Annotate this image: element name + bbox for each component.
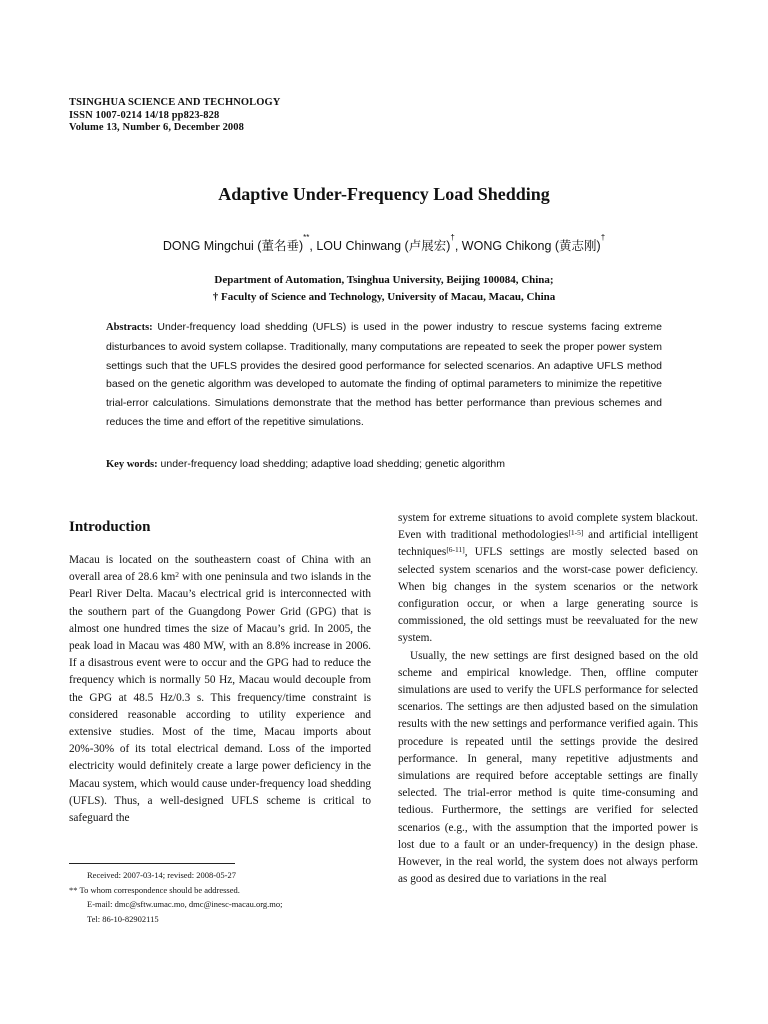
section-heading-introduction: Introduction [69,519,151,535]
left-column [69,552,371,827]
intro-paragraph-2: Usually, the new settings are first designed based on the old scheme and empirical knowledge. Then, offline computer simulations are used to verify the UFLS performance for selected scenarios. The settings are then adjusted based on the simulation results with the new settings and performance verified again. This procedure is repeated until the settings provide the desired performance. In general, many repetitive adjustments and simulations are required before acceptable settings are finally selected. The trial-error method is quite time-consuming and tedious. Furthermore, the settings are verified for selected scenarios (e.g., with the assumption that the imported power is lost due to a fault or an under-frequency) in the design phase. However, in the real world, the system does not always perform as good as desired due to variations in the real [398,649,698,886]
intro-text: Macau is located on the southeastern coast of China with an overall area of 28.6 km [69,554,371,584]
body-text: and artificial intelligent techniques [398,529,698,559]
author-lou: LOU Chinwang (卢展宏) [316,239,451,253]
author-separator: , [309,239,317,253]
body-text: , UFLS settings are mostly selected based on selected system scenarios and the worst-case power deficiency. When big changes in the system scenarios or the network configuration occur, or when a large generating source is commissioned, the old settings must be reevaluated for the new system. [398,546,698,645]
paper-title: Adaptive Under-Frequency Load Shedding [218,184,550,204]
journal-issn: ISSN 1007-0214 14/18 pp823-828 [69,109,220,121]
keywords-label: Key words: [106,459,158,470]
author-dong: DONG Mingchui (董名垂) [162,239,304,253]
affiliations [0,272,768,306]
keywords-text: under-frequency load shedding; adaptive load shedding; genetic algorithm [157,458,505,470]
body-text: system for extreme situations to avoid complete system blackout. Even with traditional methodologies [398,512,698,542]
journal-volume: Volume 13, Number 6, December 2008 [69,122,244,133]
abstract-text: Under-frequency load shedding (UFLS) is used in the power industry to rescue systems facing extreme disturbances to avoid system collapse. Traditionally, many computations are repeated to seek the proper power system settings such that the UFLS provides the desired good performance for selected scenarios. An adaptive UFLS method based on the genetic algorithm was developed to automate the finding of optimal parameters to minimize the repetitive trial-error calculations. Simulations demonstrate that the method has better performance than previous schemes and reduces the time and effort of the repetitive simulations. [106,321,662,428]
journal-name: TSINGHUA SCIENCE AND TECHNOLOGY [69,97,281,108]
author-wong: WONG Chikong (黄志刚) [461,239,601,253]
author-list [0,233,768,254]
footnote-correspondence: ** To whom correspondence should be addressed. [69,884,240,895]
citation: [1-5] [568,528,584,538]
superscript: 2 [175,570,180,580]
footnote-tel: Tel: 86-10-82902115 [87,913,159,924]
intro-paragraph-1 [69,552,371,827]
author-dong-mark: ** [303,233,310,242]
intro-paragraph-continued [398,510,698,648]
intro-text: with one peninsula and two islands in the Pearl River Delta. Macau’s electrical grid is interconnected with the southern part of the Guangdong Power Grid (GPG) that is almost one hundred times the size of Macau’s grid. In 2005, the peak load in Macau was 480 MW, with an 8.8% increase in 2006. If a disastrous event were to occur and the GPG had to reduce the frequency which is normally 50 Hz, Macau would decouple from the GPG at 48.5 Hz/0.3 s. This frequency/time constraint is considered reasonable according to utility experience and extensive studies. Most of the time, Macau imports about 20%-30% of its total electrical demand. Loss of the imported electricity would definitely create a large power deficiency in the Macau system, which would cause under-frequency load shedding (UFLS). Thus, a well-designed UFLS scheme is critical to safeguard the [69,571,371,825]
footnote-email: E-mail: dmc@sftw.umac.mo, dmc@inesc-macau.org.mo; [87,899,283,909]
affiliation-tsinghua: Department of Automation, Tsinghua University, Beijing 100084, China; [214,274,554,286]
journal-header [69,97,281,135]
author-wong-mark: † [600,233,606,242]
author-separator: , [454,239,462,253]
affiliation-macau: † Faculty of Science and Technology, University of Macau, Macau, China [212,291,556,303]
footnote-received: Received: 2007-03-14; revised: 2008-05-27 [87,870,236,880]
author-lou-mark: † [450,233,455,242]
abstract-label: Abstracts: [106,322,153,333]
citation: [6-11] [446,545,465,555]
footnote-divider [69,863,235,864]
right-column [398,510,698,888]
keywords [106,455,662,474]
abstract [106,318,662,432]
footnotes [69,868,283,926]
